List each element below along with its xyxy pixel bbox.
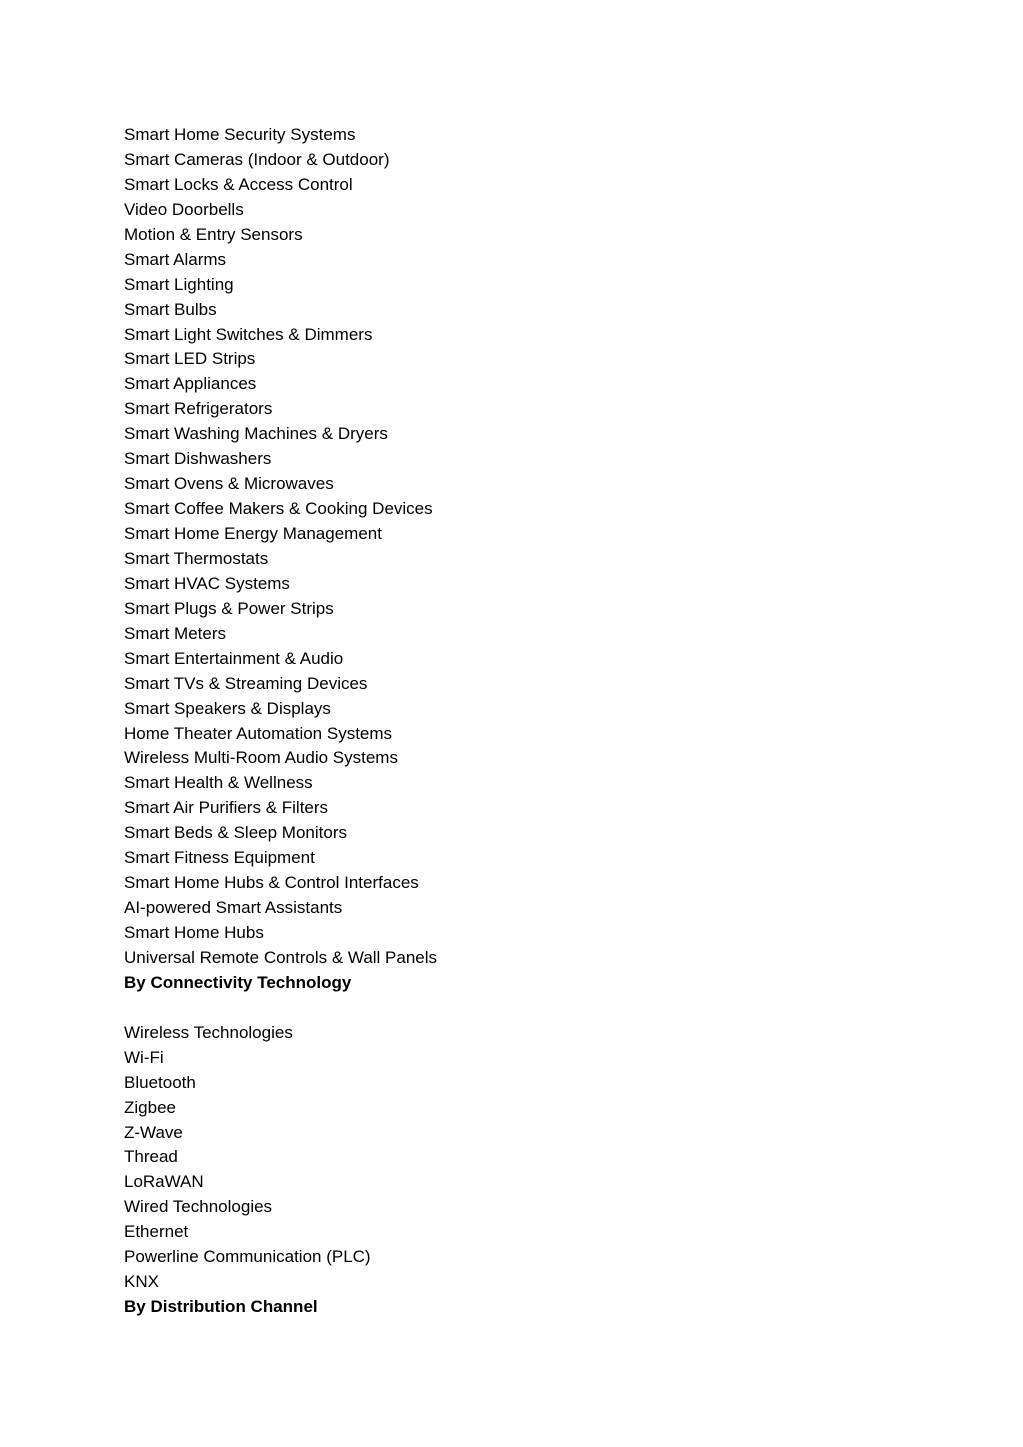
list-item: Wired Technologies: [124, 1197, 273, 1217]
list-item: Smart Home Security Systems: [124, 125, 356, 144]
list-item: Smart TVs & Streaming Devices: [124, 673, 368, 693]
list-item: Smart Light Switches & Dimmers: [124, 324, 373, 344]
list-item: Smart Ovens & Microwaves: [124, 474, 334, 494]
list-item: Video Doorbells: [124, 199, 244, 219]
list-item: Smart Washing Machines & Dryers: [124, 424, 388, 444]
list-item: Smart Lighting: [124, 274, 234, 294]
list-item: Smart Home Hubs: [124, 923, 264, 942]
document-page: [124, 123, 904, 1320]
list-item: KNX: [124, 1272, 159, 1292]
list-item: Smart HVAC Systems: [124, 573, 290, 593]
list-item: Smart Fitness Equipment: [124, 848, 315, 868]
list-item: AI-powered Smart Assistants: [124, 898, 343, 918]
list-item: Smart Home Energy Management: [124, 524, 382, 543]
list-item: Z-Wave: [124, 1122, 183, 1142]
list-item: LoRaWAN: [124, 1172, 204, 1192]
list-item: Smart Bulbs: [124, 299, 217, 319]
list-item: Smart Thermostats: [124, 548, 269, 568]
list-item: Smart LED Strips: [124, 349, 256, 369]
list-item: Smart Dishwashers: [124, 449, 272, 469]
list-item: Smart Beds & Sleep Monitors: [124, 823, 347, 843]
list-item: Powerline Communication (PLC): [124, 1247, 371, 1267]
list-item: Smart Appliances: [124, 374, 257, 394]
list-item: Smart Locks & Access Control: [124, 174, 353, 194]
list-item: Thread: [124, 1147, 178, 1167]
list-item: Wireless Technologies: [124, 1022, 293, 1042]
list-item: Wi-Fi: [124, 1047, 164, 1067]
list-item: Smart Alarms: [124, 249, 227, 269]
list-item: Smart Health & Wellness: [124, 773, 313, 793]
list-item: Wireless Multi-Room Audio Systems: [124, 748, 398, 768]
section-heading: By Connectivity Technology: [124, 972, 352, 992]
list-item: Smart Speakers & Displays: [124, 698, 331, 718]
list-item: Smart Refrigerators: [124, 399, 273, 419]
list-item: Ethernet: [124, 1222, 189, 1242]
list-item: Zigbee: [124, 1097, 176, 1117]
section-heading: By Distribution Channel: [124, 1297, 318, 1317]
list-item: Universal Remote Controls & Wall Panels: [124, 947, 438, 967]
blank-line: [124, 996, 904, 1021]
list-item: Smart Meters: [124, 623, 227, 643]
list-item: Bluetooth: [124, 1072, 196, 1092]
list-item: Home Theater Automation Systems: [124, 723, 393, 743]
list-item: Smart Plugs & Power Strips: [124, 598, 334, 618]
list-item: Smart Cameras (Indoor & Outdoor): [124, 149, 390, 169]
list-item: Smart Coffee Makers & Cooking Devices: [124, 499, 433, 519]
list-item: Smart Home Hubs & Control Interfaces: [124, 873, 419, 893]
list-item: Motion & Entry Sensors: [124, 224, 303, 244]
list-item: Smart Air Purifiers & Filters: [124, 798, 329, 818]
list-item: Smart Entertainment & Audio: [124, 648, 344, 668]
